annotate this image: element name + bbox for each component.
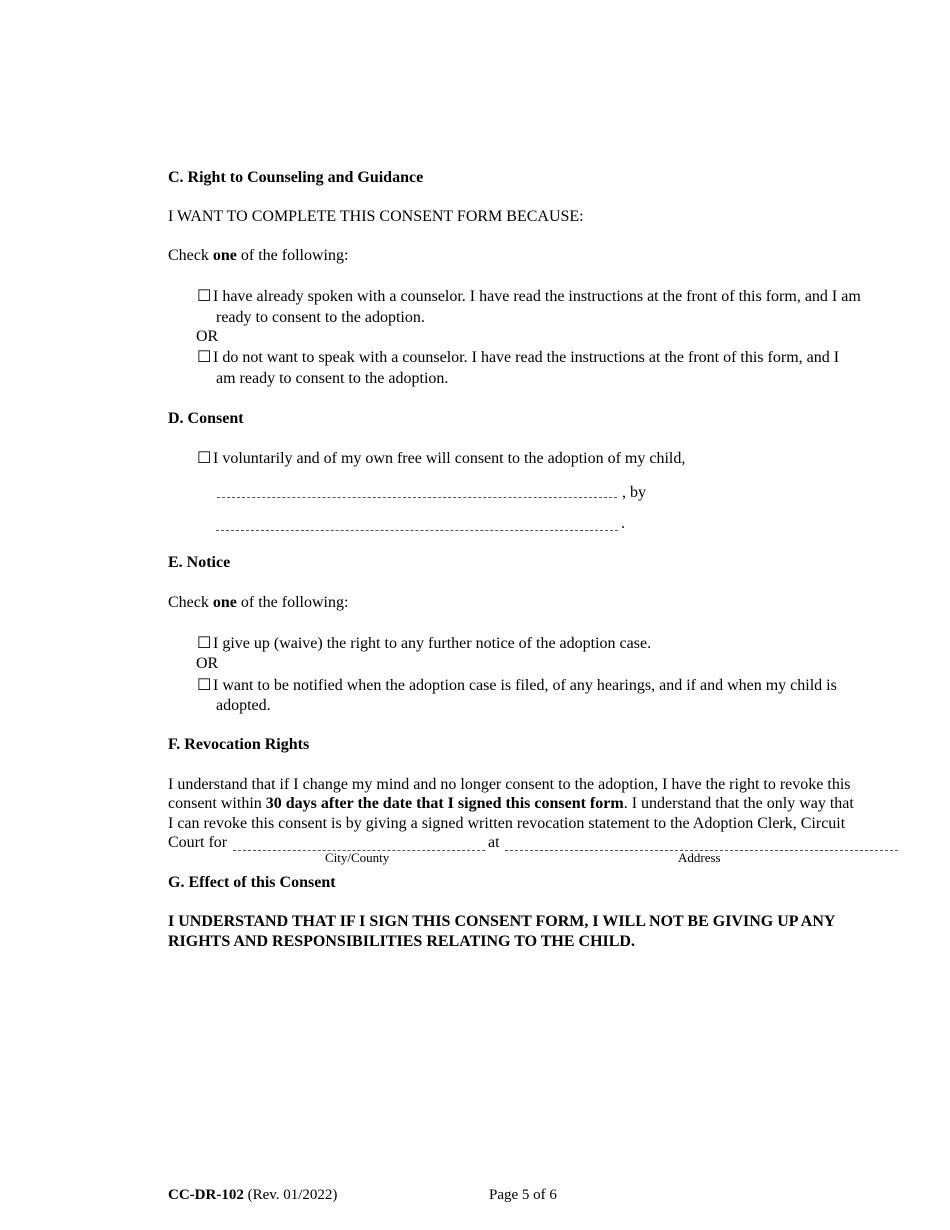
- revocation-at: at: [488, 834, 500, 851]
- revocation-line-1: I understand that if I change my mind and no longer consent to the adoption, I have the right to revoke this: [168, 776, 851, 793]
- revocation-line-3: I can revoke this consent is by giving a signed written revocation statement to the Adoption Clerk, Circuit: [168, 815, 846, 832]
- city-county-caption: City/County: [325, 850, 390, 865]
- counselor-option-2-checkbox[interactable]: ☐: [197, 349, 212, 366]
- section-c-check-instruction: [168, 248, 348, 264]
- counselor-option-2-cont: am ready to consent to the adoption.: [216, 370, 449, 387]
- child-name-field[interactable]: [217, 497, 617, 498]
- effect-line-1: I UNDERSTAND THAT IF I SIGN THIS CONSENT FORM, I WILL NOT BE GIVING UP ANY: [168, 913, 836, 930]
- notice-option-1-text: I give up (waive) the right to any further notice of the adoption case.: [213, 635, 652, 652]
- consent-by-text: , by: [622, 484, 646, 501]
- adoptive-parent-field[interactable]: [216, 530, 618, 531]
- form-id: CC-DR-102: [168, 1187, 244, 1203]
- section-c-intro: I WANT TO COMPLETE THIS CONSENT FORM BECAUSE:: [168, 208, 584, 225]
- counselor-option-2: [197, 350, 839, 366]
- counselor-option-1-text: I have already spoken with a counselor. I have read the instructions at the front of this form, and I am: [213, 288, 861, 305]
- counselor-option-1-cont: ready to consent to the adoption.: [216, 309, 425, 326]
- page-number: Page 5 of 6: [489, 1187, 557, 1203]
- section-g-heading: G. Effect of this Consent: [168, 874, 336, 891]
- revocation-deadline: 30 days after the date that I signed this consent form: [265, 795, 624, 812]
- revocation-line-2-post: . I understand that the only way that: [623, 795, 854, 812]
- counselor-option-1-checkbox[interactable]: ☐: [197, 288, 212, 305]
- consent-period: .: [621, 515, 625, 532]
- notice-option-2-cont: adopted.: [216, 697, 271, 714]
- section-d-heading: D. Consent: [168, 410, 244, 427]
- section-f-heading: F. Revocation Rights: [168, 736, 310, 753]
- form-revision: (Rev. 01/2022): [247, 1187, 338, 1203]
- notice-option-1: [197, 636, 651, 652]
- notice-option-1-checkbox[interactable]: ☐: [197, 635, 212, 652]
- counselor-option-2-text: I do not want to speak with a counselor. I have read the instructions at the front of this form, and I: [213, 349, 840, 366]
- revocation-line-2: [168, 796, 854, 812]
- section-c-or: OR: [196, 328, 219, 345]
- consent-text: I voluntarily and of my own free will consent to the adoption of my child,: [213, 450, 686, 467]
- revocation-line-2-pre: consent within: [168, 795, 266, 812]
- footer-form-id: [168, 1188, 337, 1203]
- notice-option-2-text: I want to be notified when the adoption case is filed, of any hearings, and if and when my child is: [213, 677, 837, 694]
- check-suffix: of the following:: [236, 247, 349, 264]
- counselor-option-1: [197, 289, 861, 305]
- consent-statement: [197, 451, 685, 467]
- section-c-heading: C. Right to Counseling and Guidance: [168, 169, 424, 186]
- check-prefix: Check: [168, 594, 213, 611]
- check-bold: one: [212, 247, 237, 264]
- effect-line-2: RIGHTS AND RESPONSIBILITIES RELATING TO THE CHILD.: [168, 933, 635, 950]
- check-suffix: of the following:: [236, 594, 349, 611]
- revocation-court-for: Court for: [168, 834, 228, 851]
- check-prefix: Check: [168, 247, 213, 264]
- section-e-heading: E. Notice: [168, 554, 231, 571]
- notice-option-2: [197, 678, 837, 694]
- notice-option-2-checkbox[interactable]: ☐: [197, 677, 212, 694]
- section-e-or: OR: [196, 655, 219, 672]
- section-e-check-instruction: [168, 595, 348, 611]
- consent-checkbox[interactable]: ☐: [197, 450, 212, 467]
- address-caption: Address: [678, 850, 721, 865]
- check-bold: one: [212, 594, 237, 611]
